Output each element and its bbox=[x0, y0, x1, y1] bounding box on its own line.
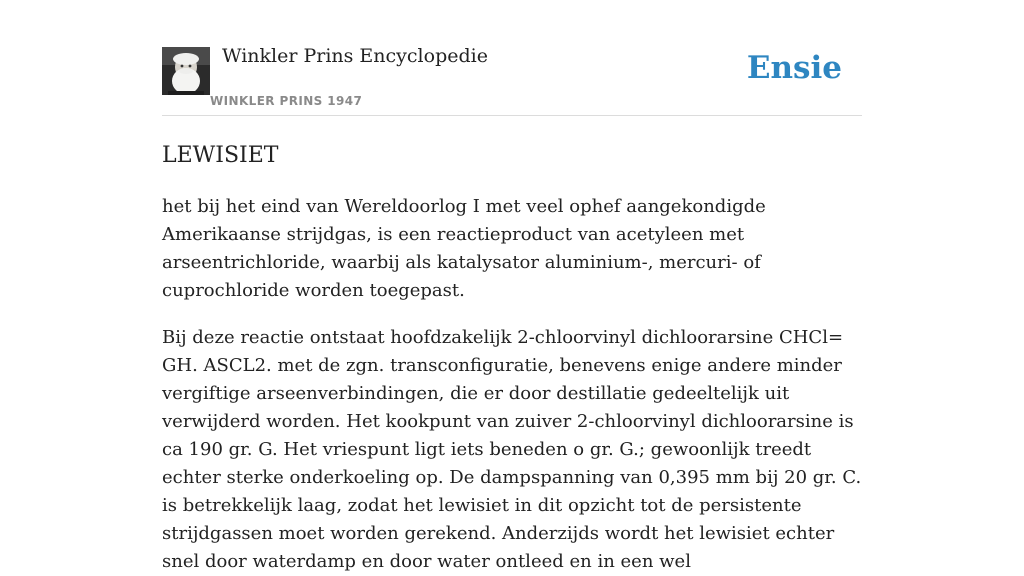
entry-paragraph: Bij deze reactie ontstaat hoofdzakelijk 2-chloorvinyl dichloorarsine CHCl= GH. ASCL2. met de zgn. transconfiguratie, benevens enige andere minder vergiftige arseenverbindingen, die er door destillatie gedeeltelijk uit verwijderd worden. Het kookpunt van zuiver 2-chloorvinyl dichloorarsine is ca 190 gr. G. Het vriespunt ligt iets beneden o gr. G.; gewoonlijk treedt echter sterke onderkoeling op. De dampspanning van 0,395 mm bij 20 gr. C. is betrekkelijk laag, zodat het lewisiet in dit opzicht tot de persistente strijdgassen moet worden gerekend. Anderzijds wordt het lewisiet echter snel door waterdamp en door water ontleed en in een wel bbox=[162, 327, 862, 572]
entry-paragraph: het bij het eind van Wereldoorlog I met veel ophef aangekondigde Amerikaanse strijdgas, is een reactieproduct van acetyleen met arseentrichloride, waarbij als katalysator aluminium-, mercuri- of cuprochloride worden toegepast. bbox=[162, 196, 766, 301]
avatar[interactable] bbox=[162, 47, 210, 95]
portrait-avatar-icon bbox=[162, 47, 210, 95]
source-edition: WINKLER PRINS 1947 bbox=[210, 94, 363, 108]
article-header bbox=[162, 0, 862, 116]
source-title[interactable]: Winkler Prins Encyclopedie bbox=[222, 45, 488, 67]
article bbox=[162, 0, 862, 576]
entry-title: LEWISIET bbox=[162, 143, 279, 168]
ensie-logo-link[interactable]: Ensie bbox=[746, 50, 842, 86]
